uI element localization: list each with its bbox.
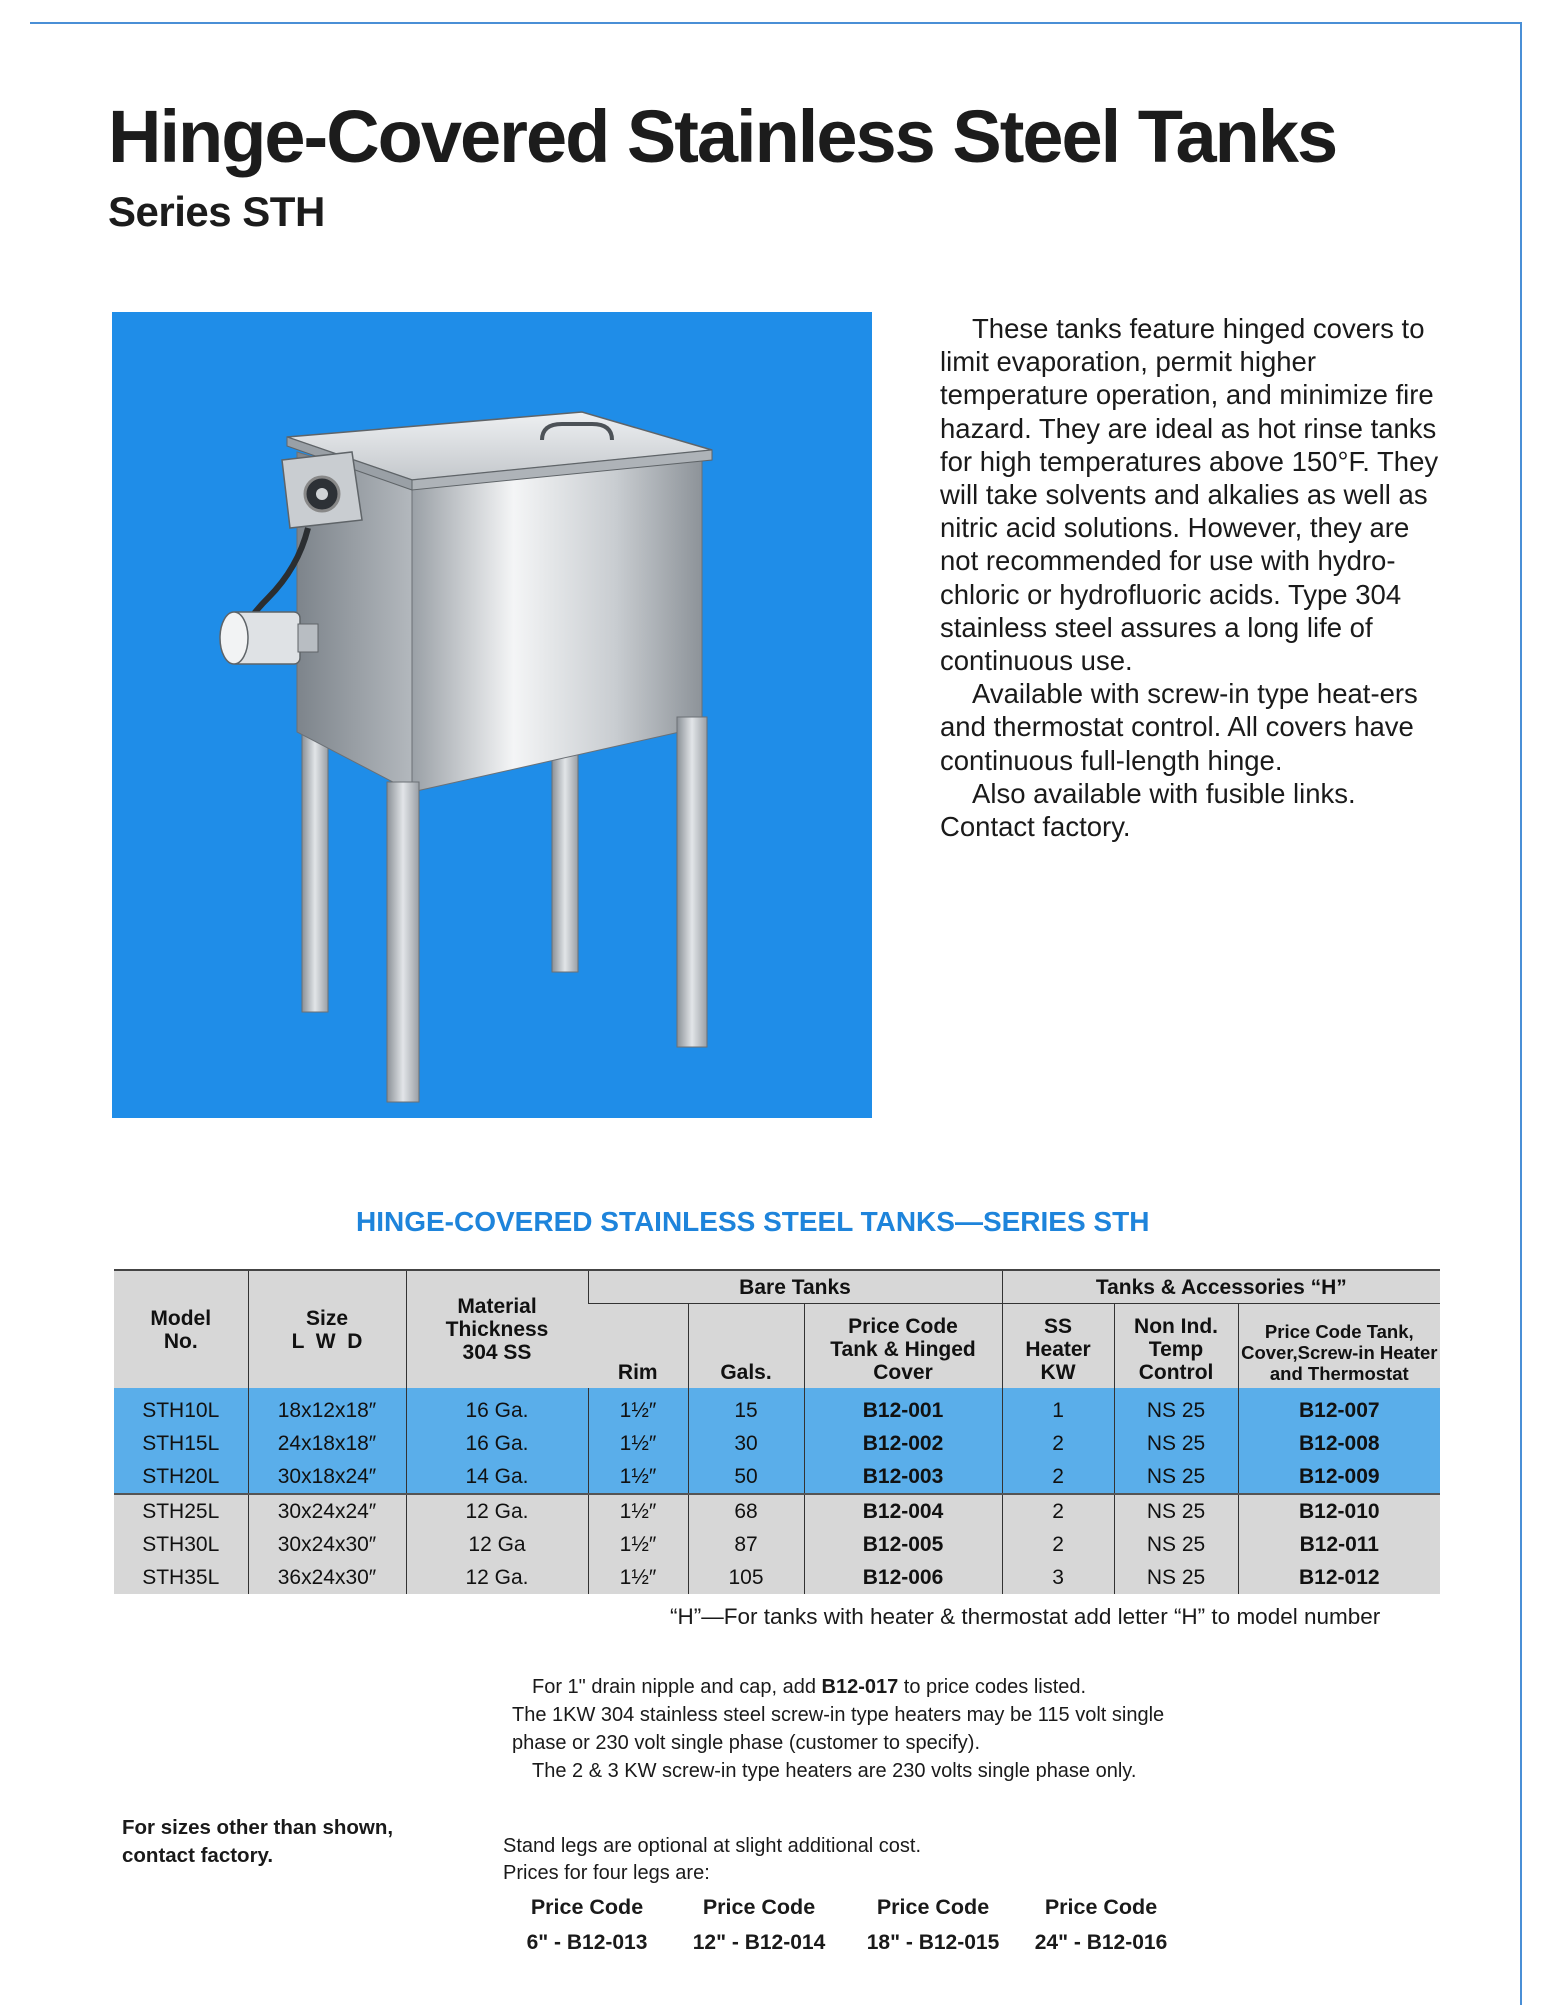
cell-price-accessories: B12-012: [1238, 1561, 1440, 1594]
table-row: [114, 1561, 1440, 1594]
cell-price-accessories: B12-009: [1238, 1460, 1440, 1494]
cell-size: 30x24x24″: [248, 1494, 406, 1528]
header-price-accessories: Price Code Tank, Cover,Screw-in Heater and Thermostat: [1238, 1304, 1440, 1389]
cell-price-bare: B12-005: [804, 1528, 1002, 1561]
cell-size: 30x24x30″: [248, 1528, 406, 1561]
header-heater: SS Heater KW: [1002, 1304, 1114, 1389]
description-paragraph: These tanks feature hinged covers to limit evaporation, permit higher temperature operation, and minimize fire hazard. They are ideal as hot rinse tanks for high temperatures above 150°F. They will take solvents and alkalies as well as nitric acid solutions. However, they are not recommended for use with hydro-chloric or hydrofluoric acids. Type 304 stainless steel assures a long life of continuous use.: [940, 313, 1439, 677]
cell-price-bare: B12-006: [804, 1561, 1002, 1594]
header-size: Size L W D: [248, 1270, 406, 1388]
cell-control: NS 25: [1114, 1494, 1238, 1528]
cell-price-accessories: B12-010: [1238, 1494, 1440, 1528]
header-group-bare-tanks: Bare Tanks: [588, 1270, 1002, 1304]
cell-heater: 1: [1002, 1388, 1114, 1427]
table-row: [114, 1388, 1440, 1427]
notes-block: [512, 1673, 1212, 1785]
leg-price-value: 6" - B12-013: [526, 1931, 648, 1954]
description-paragraph: Also available with fusible links. Contact factory.: [940, 777, 1356, 843]
product-photo: [112, 312, 872, 1118]
header-group-accessories: Tanks & Accessories “H”: [1002, 1270, 1440, 1304]
cell-model: STH25L: [114, 1494, 248, 1528]
table-row: [114, 1494, 1440, 1528]
cell-price-accessories: B12-011: [1238, 1528, 1440, 1561]
cell-model: STH10L: [114, 1388, 248, 1427]
cell-material: 16 Ga.: [406, 1427, 588, 1460]
cell-price-bare: B12-002: [804, 1427, 1002, 1460]
page-title: Hinge-Covered Stainless Steel Tanks: [108, 95, 1337, 178]
cell-rim: 1½″: [588, 1388, 688, 1427]
cell-heater: 2: [1002, 1528, 1114, 1561]
stand-legs-line: Prices for four legs are:: [503, 1862, 710, 1884]
cell-size: 24x18x18″: [248, 1427, 406, 1460]
cell-material: 16 Ga.: [406, 1388, 588, 1427]
cell-heater: 2: [1002, 1494, 1114, 1528]
leg-price-24: [1028, 1893, 1174, 1957]
cell-rim: 1½″: [588, 1528, 688, 1561]
stand-legs-line: Stand legs are optional at slight additional cost.: [503, 1835, 922, 1857]
cell-material: 12 Ga.: [406, 1561, 588, 1594]
cell-material: 12 Ga.: [406, 1494, 588, 1528]
leg-price-18: [860, 1893, 1006, 1957]
cell-price-accessories: B12-007: [1238, 1388, 1440, 1427]
top-border-rule: [30, 22, 1522, 24]
heater-footnote: “H”—For tanks with heater & thermostat add letter “H” to model number: [670, 1604, 1381, 1629]
cell-control: NS 25: [1114, 1561, 1238, 1594]
cell-price-accessories: B12-008: [1238, 1427, 1440, 1460]
cell-model: STH35L: [114, 1561, 248, 1594]
cell-size: 18x12x18″: [248, 1388, 406, 1427]
spec-table: [114, 1269, 1440, 1594]
leg-price-heading: Price Code: [1044, 1895, 1158, 1919]
leg-price-6: [522, 1893, 652, 1957]
cell-control: NS 25: [1114, 1528, 1238, 1561]
cell-size: 30x18x24″: [248, 1460, 406, 1494]
cell-control: NS 25: [1114, 1388, 1238, 1427]
cell-gals: 105: [688, 1561, 804, 1594]
leg-price-heading: Price Code: [876, 1895, 990, 1919]
table-title: HINGE-COVERED STAINLESS STEEL TANKS—SERIES STH: [356, 1206, 1150, 1237]
cell-heater: 2: [1002, 1427, 1114, 1460]
cell-size: 36x24x30″: [248, 1561, 406, 1594]
right-border-rule: [1520, 22, 1522, 2005]
leg-price-value: 12" - B12-014: [692, 1931, 826, 1954]
drain-note: For 1" drain nipple and cap, add B12-017 to price codes listed.: [532, 1676, 1087, 1698]
cell-rim: 1½″: [588, 1427, 688, 1460]
page-subtitle: Series STH: [108, 188, 325, 235]
other-sizes-note: For sizes other than shown, contact factory.: [122, 1816, 394, 1867]
cell-model: STH20L: [114, 1460, 248, 1494]
cell-heater: 3: [1002, 1561, 1114, 1594]
leg-price-heading: Price Code: [530, 1895, 644, 1919]
header-rim: Rim: [617, 1361, 658, 1384]
cell-control: NS 25: [1114, 1427, 1238, 1460]
header-model: Model No.: [114, 1270, 248, 1388]
cell-gals: 50: [688, 1460, 804, 1494]
cell-rim: 1½″: [588, 1494, 688, 1528]
cell-price-bare: B12-003: [804, 1460, 1002, 1494]
cell-gals: 87: [688, 1528, 804, 1561]
header-control: Non Ind. Temp Control: [1114, 1304, 1238, 1389]
header-price-bare: Price Code Tank & Hinged Cover: [804, 1304, 1002, 1389]
header-material: Material Thickness 304 SS: [406, 1270, 588, 1388]
leg-price-12: [686, 1893, 832, 1957]
product-description: [940, 312, 1440, 843]
leg-price-heading: Price Code: [702, 1895, 816, 1919]
tank-icon: [112, 312, 872, 1118]
cell-model: STH30L: [114, 1528, 248, 1561]
cell-price-bare: B12-004: [804, 1494, 1002, 1528]
cell-gals: 15: [688, 1388, 804, 1427]
cell-material: 12 Ga: [406, 1528, 588, 1561]
description-paragraph: Available with screw-in type heat-ers and thermostat control. All covers have continuous full-length hinge.: [940, 678, 1418, 776]
stand-legs-intro: [503, 1833, 1203, 1887]
header-gals: Gals.: [688, 1304, 804, 1389]
cell-model: STH15L: [114, 1427, 248, 1460]
heater-1kw-note: The 1KW 304 stainless steel screw-in type heaters may be 115 volt single phase or 230 volt single phase (customer to specify).: [512, 1704, 1165, 1754]
cell-control: NS 25: [1114, 1460, 1238, 1494]
cell-price-bare: B12-001: [804, 1388, 1002, 1427]
table-row: [114, 1460, 1440, 1494]
cell-rim: 1½″: [588, 1561, 688, 1594]
table-row: [114, 1528, 1440, 1561]
heater-23kw-note: The 2 & 3 KW screw-in type heaters are 230 volts single phase only.: [532, 1760, 1137, 1782]
leg-price-value: 18" - B12-015: [866, 1931, 1000, 1954]
cell-gals: 30: [688, 1427, 804, 1460]
cell-gals: 68: [688, 1494, 804, 1528]
leg-price-value: 24" - B12-016: [1034, 1931, 1168, 1954]
cell-heater: 2: [1002, 1460, 1114, 1494]
cell-rim: 1½″: [588, 1460, 688, 1494]
cell-material: 14 Ga.: [406, 1460, 588, 1494]
table-row: [114, 1427, 1440, 1460]
